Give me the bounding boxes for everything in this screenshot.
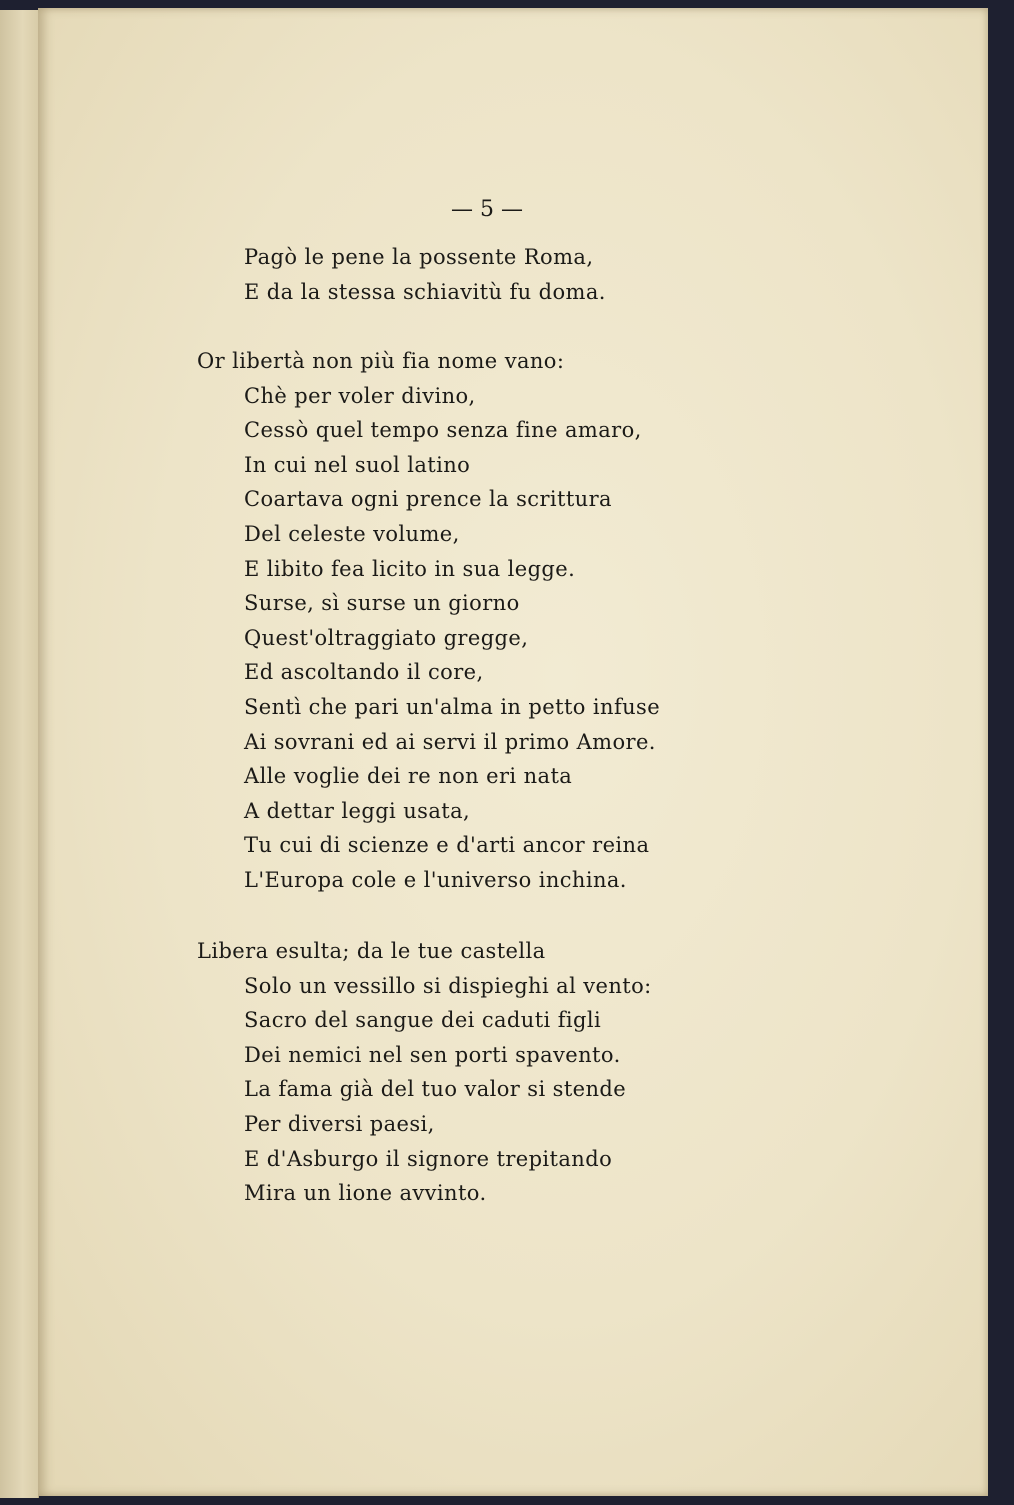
verse-line: Solo un vessillo si dispieghi al vento: xyxy=(244,973,652,998)
stanza-3 xyxy=(197,934,652,1211)
verse-line: Pagò le pene la possente Roma, xyxy=(244,245,594,269)
verse-line: Or libertà non più fia nome vano: xyxy=(197,349,565,373)
previous-page-edge xyxy=(0,10,39,1498)
verse-line: A dettar leggi usata, xyxy=(244,798,471,823)
verse-line: Tu cui di scienze e d'arti ancor reina xyxy=(244,833,650,858)
verse-line: E d'Asburgo il signore trepitando xyxy=(244,1146,613,1171)
verse-line: Per diversi paesi, xyxy=(244,1111,435,1136)
verse-line: Ai sovrani ed ai servi il primo Amore. xyxy=(244,729,656,754)
verse-line: Alle voglie dei re non eri nata xyxy=(244,764,573,789)
verse-line: Chè per voler divino, xyxy=(244,383,476,408)
verse-line: Del celeste volume, xyxy=(244,521,460,546)
stanza-2 xyxy=(197,344,660,898)
verse-line: Sentì che pari un'alma in petto infuse xyxy=(244,694,661,719)
verse-line: Mira un lione avvinto. xyxy=(244,1181,487,1206)
verse-line: Ed ascoltando il core, xyxy=(244,660,484,685)
verse-line: Dei nemici nel sen porti spavento. xyxy=(244,1042,621,1067)
verse-line: La fama già del tuo valor si stende xyxy=(244,1077,627,1102)
verse-line: Quest'oltraggiato gregge, xyxy=(244,625,529,650)
verse-line: Sacro del sangue dei caduti figli xyxy=(244,1008,602,1033)
verse-line: In cui nel suol latino xyxy=(244,452,471,477)
verse-line: Cessò quel tempo senza fine amaro, xyxy=(244,418,642,443)
verse-line: Libera esulta; da le tue castella xyxy=(197,939,546,963)
verse-line: E libito fea licito in sua legge. xyxy=(244,556,576,581)
verse-line: L'Europa cole e l'universo inchina. xyxy=(244,867,627,892)
page-number: — 5 — xyxy=(451,197,523,222)
verse-line: Surse, sì surse un giorno xyxy=(244,591,520,616)
stanza-1 xyxy=(197,240,606,309)
verse-line: E da la stessa schiavitù fu doma. xyxy=(244,279,606,304)
verse-line: Coartava ogni prence la scrittura xyxy=(244,487,612,512)
